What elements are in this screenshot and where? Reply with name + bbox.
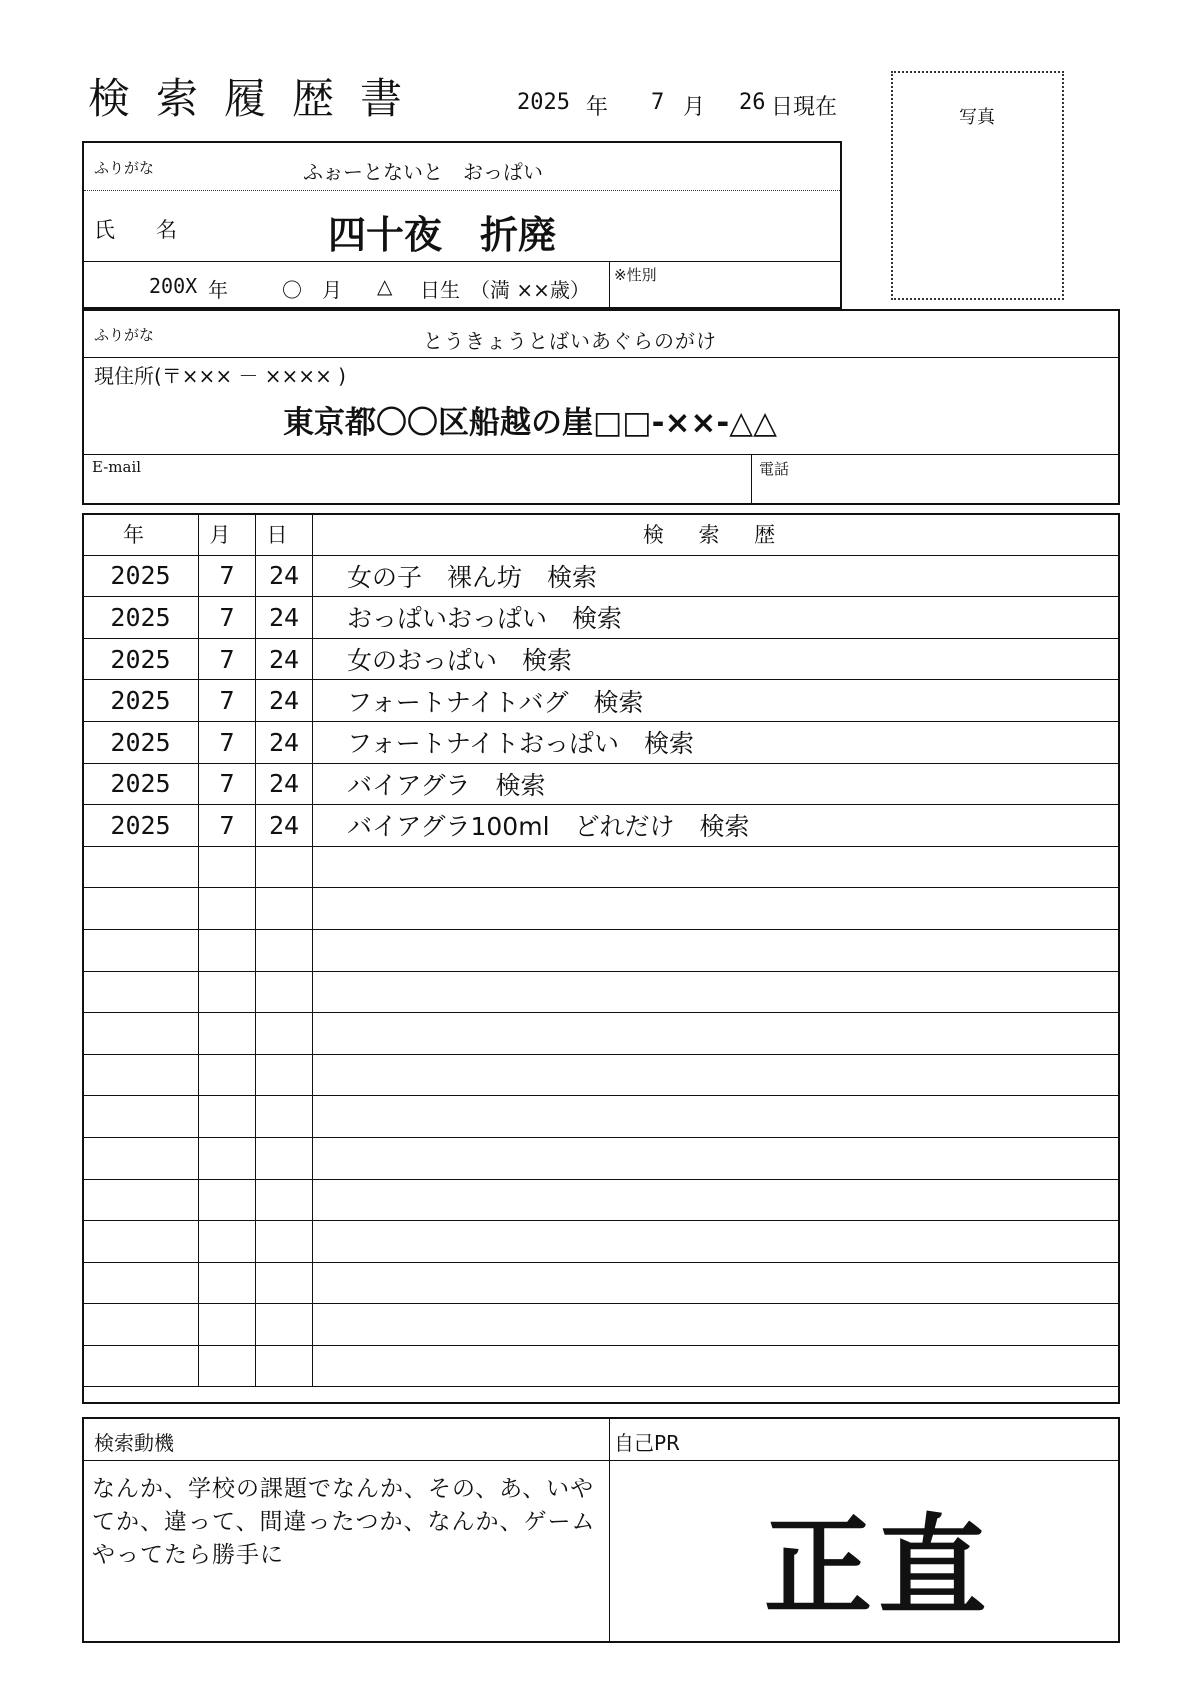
cell-month	[199, 1137, 256, 1179]
table-row	[83, 1013, 1120, 1055]
cell-search-entry	[313, 1054, 1120, 1096]
table-row	[83, 555, 1120, 597]
photo-box[interactable]	[891, 71, 1064, 300]
col-header-month: 月	[199, 514, 256, 556]
cell-day: 24	[256, 555, 313, 597]
cell-search-entry	[313, 1221, 1120, 1263]
table-row	[83, 763, 1120, 805]
cell-year: 2025	[83, 805, 199, 847]
cell-search-entry	[313, 1096, 1120, 1138]
cell-search-entry	[313, 1262, 1120, 1304]
address-label: 現住所(〒××× － ×××× )	[94, 364, 346, 388]
address-furigana-value: とうきょうとばいあぐらのがけ	[423, 329, 717, 353]
motive-text: なんか、学校の課題でなんか、その、あ、いやてか、違って、間違ったつか、なんか、ゲームやってたら勝手に	[92, 1476, 596, 1568]
cell-day: 24	[256, 680, 313, 722]
cell-search-entry: 女のおっぱい 検索	[313, 638, 1120, 680]
cell-year: 2025	[83, 680, 199, 722]
cell-search-entry	[313, 929, 1120, 971]
cell-search-entry	[313, 1345, 1120, 1387]
cell-search-entry	[313, 888, 1120, 930]
cell-day	[256, 1221, 313, 1263]
cell-month: 7	[199, 597, 256, 639]
cell-search-entry: 女の子 裸ん坊 検索	[313, 555, 1120, 597]
cell-year: 2025	[83, 721, 199, 763]
table-row	[83, 597, 1120, 639]
date-year: 2025	[517, 90, 570, 115]
table-row	[83, 1096, 1120, 1138]
cell-month: 7	[199, 805, 256, 847]
cell-day	[256, 1096, 313, 1138]
cell-month	[199, 846, 256, 888]
date-day-suffix: 日現在	[771, 95, 838, 120]
cell-month	[199, 1221, 256, 1263]
age: （満 ××歳）	[470, 278, 590, 302]
table-row	[83, 1054, 1120, 1096]
date-day: 26	[739, 90, 766, 115]
furigana-label: ふりがな	[94, 159, 155, 177]
birth-day: △	[377, 274, 393, 298]
phone-label: 電話	[759, 460, 790, 478]
cell-month: 7	[199, 680, 256, 722]
birth-year-unit: 年	[208, 278, 228, 302]
table-row	[83, 888, 1120, 930]
table-row	[83, 1137, 1120, 1179]
col-header-day: 日	[256, 514, 313, 556]
name-label: 氏 名	[94, 218, 187, 242]
cell-day: 24	[256, 597, 313, 639]
name-value: 四十夜 折廃	[328, 213, 557, 257]
cell-year	[83, 846, 199, 888]
cell-search-entry: フォートナイトおっぱい 検索	[313, 721, 1120, 763]
table-row	[83, 1345, 1120, 1387]
cell-month	[199, 971, 256, 1013]
gender-label: ※性別	[614, 266, 657, 284]
table-row	[83, 846, 1120, 888]
cell-day	[256, 846, 313, 888]
table-row	[83, 638, 1120, 680]
table-row	[83, 805, 1120, 847]
pr-text: 正直	[764, 1505, 993, 1630]
cell-year	[83, 1054, 199, 1096]
cell-search-entry	[313, 846, 1120, 888]
page-title: 検索履歴書	[88, 74, 429, 123]
birth-month-unit: 月	[322, 278, 342, 302]
cell-day	[256, 1054, 313, 1096]
cell-year: 2025	[83, 638, 199, 680]
table-row	[83, 1304, 1120, 1346]
cell-month	[199, 1054, 256, 1096]
cell-day: 24	[256, 763, 313, 805]
cell-day	[256, 1345, 313, 1387]
cell-month	[199, 1096, 256, 1138]
cell-year	[83, 1096, 199, 1138]
cell-year	[83, 1221, 199, 1263]
cell-year: 2025	[83, 597, 199, 639]
birth-day-unit: 日生	[420, 278, 460, 302]
cell-year	[83, 971, 199, 1013]
search-history-table	[82, 513, 1120, 1387]
table-row	[83, 721, 1120, 763]
table-row	[83, 1221, 1120, 1263]
cell-day	[256, 1179, 313, 1221]
cell-year	[83, 929, 199, 971]
cell-year	[83, 1179, 199, 1221]
cell-year: 2025	[83, 763, 199, 805]
cell-search-entry	[313, 1137, 1120, 1179]
cell-search-entry	[313, 971, 1120, 1013]
table-row	[83, 680, 1120, 722]
cell-day	[256, 1137, 313, 1179]
cell-search-entry: フォートナイトバグ 検索	[313, 680, 1120, 722]
cell-day: 24	[256, 721, 313, 763]
date-month: 7	[651, 90, 665, 115]
table-row	[83, 929, 1120, 971]
birth-month: 〇	[282, 278, 302, 302]
photo-label: 写真	[959, 107, 995, 128]
cell-year	[83, 1262, 199, 1304]
cell-month: 7	[199, 721, 256, 763]
table-header-row	[83, 514, 1120, 556]
cell-search-entry	[313, 1013, 1120, 1055]
address-furigana-label: ふりがな	[94, 326, 155, 344]
cell-month: 7	[199, 638, 256, 680]
cell-day: 24	[256, 805, 313, 847]
cell-search-entry: おっぱいおっぱい 検索	[313, 597, 1120, 639]
cell-year	[83, 888, 199, 930]
cell-year	[83, 1137, 199, 1179]
cell-year	[83, 1013, 199, 1055]
cell-search-entry	[313, 1179, 1120, 1221]
pr-label: 自己PR	[614, 1431, 680, 1455]
birth-year: 200X	[149, 274, 198, 298]
cell-month	[199, 888, 256, 930]
table-row	[83, 1262, 1120, 1304]
address-value: 東京都〇〇区船越の崖□□-××-△△	[283, 405, 777, 441]
date-year-unit: 年	[586, 95, 609, 120]
table-row	[83, 1179, 1120, 1221]
cell-day	[256, 971, 313, 1013]
cell-year	[83, 1345, 199, 1387]
motive-label: 検索動機	[94, 1431, 174, 1455]
cell-day	[256, 929, 313, 971]
cell-year: 2025	[83, 555, 199, 597]
name-furigana-value: ふぉーとないと おっぱい	[303, 160, 543, 184]
cell-year	[83, 1304, 199, 1346]
cell-search-entry: バイアグラ100ml どれだけ 検索	[313, 805, 1120, 847]
cell-month	[199, 1304, 256, 1346]
cell-search-entry	[313, 1304, 1120, 1346]
cell-month: 7	[199, 555, 256, 597]
cell-month	[199, 1013, 256, 1055]
cell-day	[256, 1304, 313, 1346]
col-header-year: 年	[83, 514, 199, 556]
cell-month	[199, 929, 256, 971]
cell-month	[199, 1262, 256, 1304]
cell-search-entry: バイアグラ 検索	[313, 763, 1120, 805]
table-row	[83, 971, 1120, 1013]
cell-day	[256, 1262, 313, 1304]
cell-month	[199, 1179, 256, 1221]
email-label: E-mail	[92, 458, 142, 476]
cell-day	[256, 888, 313, 930]
cell-month	[199, 1345, 256, 1387]
cell-month: 7	[199, 763, 256, 805]
cell-day	[256, 1013, 313, 1055]
cell-day: 24	[256, 638, 313, 680]
col-header-search-history: 検 索 歴	[313, 514, 1120, 556]
date-month-unit: 月	[683, 95, 706, 120]
